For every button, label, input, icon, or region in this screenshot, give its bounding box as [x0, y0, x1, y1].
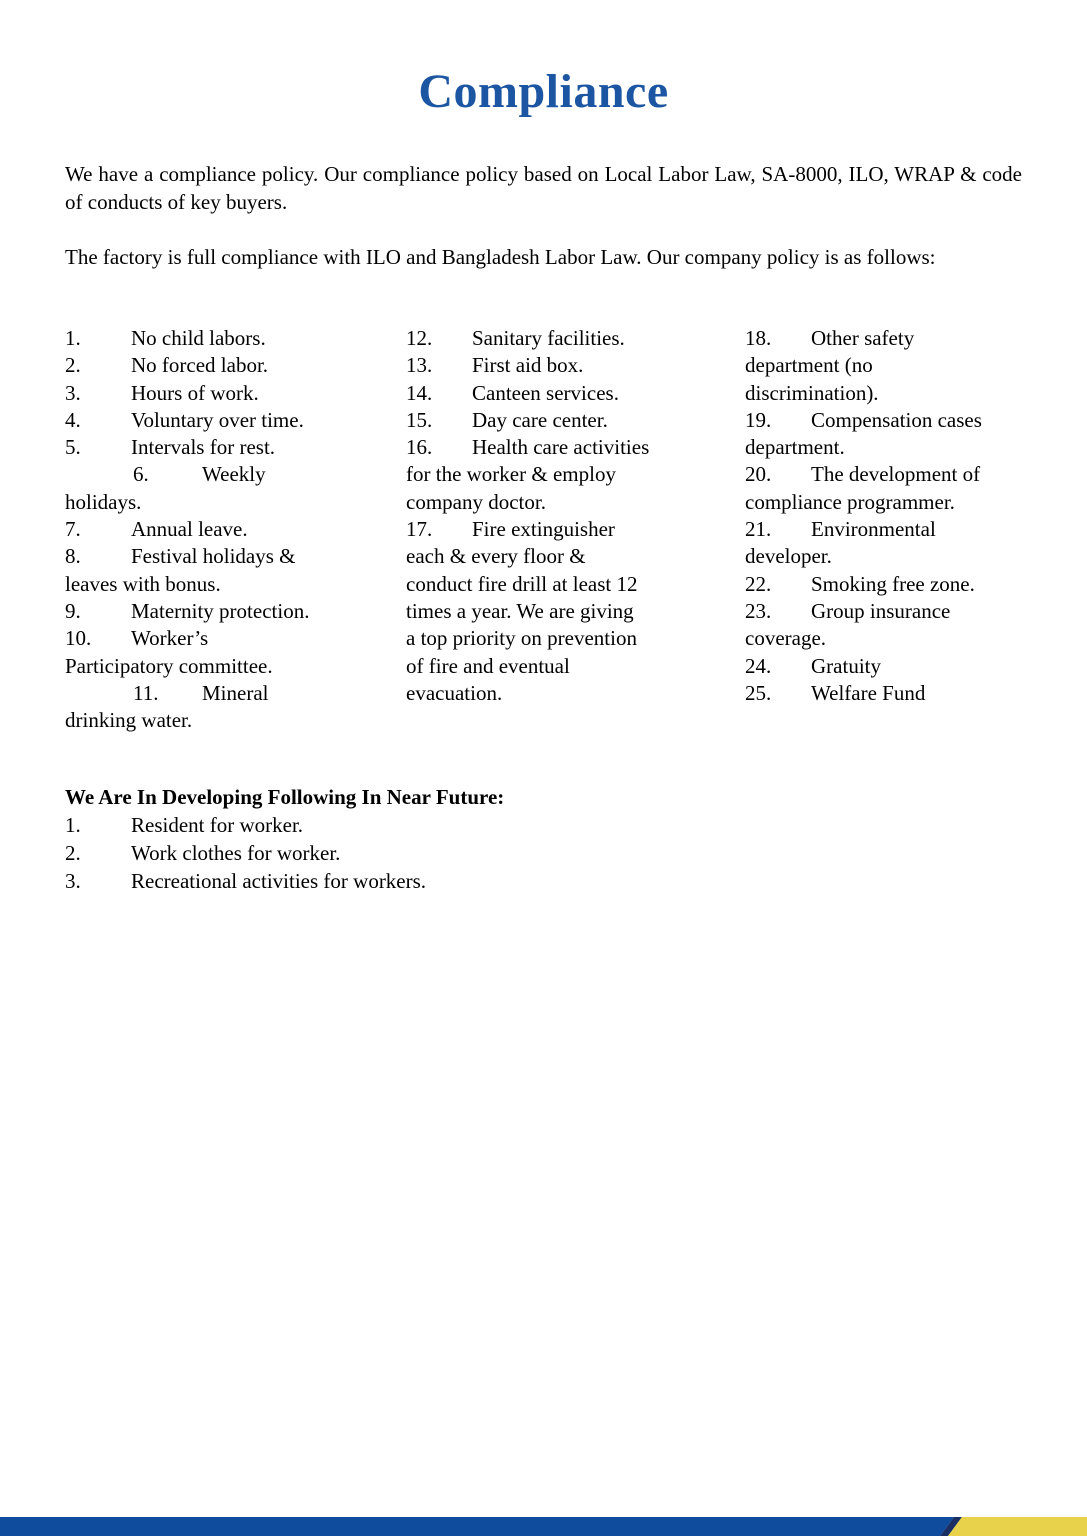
list-item-first-line — [406, 325, 745, 352]
list-item-first-line — [745, 598, 1022, 625]
list-item-continuation-line: Participatory committee. — [65, 653, 273, 678]
list-item-continuation-line: conduct fire drill at least 12 — [406, 571, 638, 596]
list-item — [65, 352, 406, 379]
list-item-text: First aid box. — [472, 353, 584, 378]
list-item-continuation-line: coverage. — [745, 626, 827, 651]
list-item-text: Worker’s — [131, 626, 209, 651]
list-item-number: 23. — [745, 598, 772, 623]
list-item-first-line — [745, 653, 1022, 680]
list-item — [745, 571, 1022, 598]
list-item-text: Annual leave. — [131, 517, 248, 542]
list-item-text: Canteen services. — [472, 380, 619, 405]
list-item — [65, 434, 406, 461]
list-item-first-line — [745, 325, 1022, 352]
list-item — [65, 380, 406, 407]
list-item-text: Smoking free zone. — [811, 571, 975, 596]
list-item-first-line — [65, 325, 406, 352]
list-item-number: 5. — [65, 435, 81, 460]
list-item-text: Weekly — [202, 462, 266, 487]
list-item-continuation-line: evacuation. — [406, 680, 503, 705]
list-item-continuation-line: discrimination). — [745, 380, 879, 405]
list-item-continuation-line: a top priority on prevention — [406, 626, 637, 651]
future-list-item — [65, 811, 1022, 839]
list-item-first-line — [406, 516, 745, 543]
list-item-continuation-line: department. — [745, 435, 845, 460]
future-section-heading: We Are In Developing Following In Near Future: — [65, 785, 505, 809]
list-item-number: 15. — [406, 407, 433, 432]
list-item-number: 2. — [65, 353, 81, 378]
list-item-number: 12. — [406, 326, 433, 350]
list-item-first-line — [65, 680, 406, 707]
list-item-first-line — [65, 407, 406, 434]
list-item-first-line — [65, 461, 406, 488]
list-item — [65, 516, 406, 543]
list-item — [65, 680, 406, 735]
list-item-number: 13. — [406, 353, 433, 378]
list-item — [406, 352, 745, 379]
list-item-number: 2. — [65, 841, 81, 865]
future-list-item — [65, 867, 1022, 895]
list-item-first-line — [65, 625, 406, 652]
list-item — [406, 407, 745, 434]
list-item-number: 14. — [406, 380, 433, 405]
list-item-first-line — [745, 571, 1022, 598]
list-item-number: 8. — [65, 544, 81, 569]
list-item-number: 1. — [65, 813, 81, 837]
list-item-first-line — [406, 434, 745, 461]
list-item-first-line — [65, 380, 406, 407]
list-item — [745, 598, 1022, 653]
footer-accent-bar — [0, 1517, 1087, 1536]
policy-column-3 — [745, 325, 1022, 734]
list-item-first-line — [745, 680, 1022, 707]
list-item-continuation-line: holidays. — [65, 489, 142, 514]
list-item-number: 22. — [745, 571, 772, 596]
list-item-text: No forced labor. — [131, 353, 269, 378]
list-item — [745, 325, 1022, 407]
policy-column-2 — [406, 325, 745, 734]
list-item-number: 18. — [745, 326, 772, 350]
list-item-continuation-line: of fire and eventual — [406, 653, 570, 678]
list-item-continuation-line: times a year. We are giving — [406, 598, 634, 623]
list-item — [65, 325, 406, 352]
list-item-first-line — [406, 380, 745, 407]
list-item-first-line — [745, 461, 1022, 488]
list-item-number: 16. — [406, 435, 433, 460]
list-item-continuation-line: company doctor. — [406, 489, 546, 514]
list-item-number: 19. — [745, 407, 772, 432]
list-item — [406, 516, 745, 707]
footer-bar-yellow-segment — [948, 1517, 1087, 1536]
list-item — [745, 461, 1022, 516]
intro-paragraph-1: We have a compliance policy. Our compliance policy based on Local Labor Law, SA-8000, ILO, WRAP & code of conducts of key buyers. — [65, 162, 1022, 214]
list-item-first-line — [65, 434, 406, 461]
list-item-text: Intervals for rest. — [131, 435, 276, 460]
list-item-text: Festival holidays & — [131, 544, 296, 569]
list-item-text: Compensation cases — [811, 407, 982, 432]
list-item — [745, 407, 1022, 462]
list-item — [745, 680, 1022, 707]
list-item-text: Voluntary over time. — [131, 407, 304, 432]
list-item-number: 25. — [745, 680, 772, 705]
list-item-number: 1. — [65, 326, 81, 350]
list-item-text: Mineral — [202, 680, 269, 705]
list-item-number: 4. — [65, 407, 81, 432]
list-item-continuation-line: leaves with bonus. — [65, 571, 221, 596]
list-item-continuation-line: for the worker & employ — [406, 462, 616, 487]
list-item-first-line — [65, 543, 406, 570]
list-item-number: 9. — [65, 598, 81, 623]
list-item-number: 3. — [65, 380, 81, 405]
list-item-text: Other safety — [811, 326, 915, 350]
list-item-text: Environmental — [811, 517, 936, 542]
list-item-text: Recreational activities for workers. — [131, 869, 427, 893]
list-item-first-line — [745, 407, 1022, 434]
list-item-continuation-line: drinking water. — [65, 708, 193, 733]
future-list-item — [65, 839, 1022, 867]
list-item — [745, 516, 1022, 571]
list-item-continuation-line: each & every floor & — [406, 544, 586, 569]
page-title: Compliance — [418, 65, 669, 118]
list-item-continuation-line: developer. — [745, 544, 832, 569]
list-item-text: Sanitary facilities. — [472, 326, 625, 350]
list-item-first-line — [65, 598, 406, 625]
list-item-text: Welfare Fund — [811, 680, 926, 705]
list-item-text: Resident for worker. — [131, 813, 304, 837]
list-item-first-line — [745, 516, 1022, 543]
list-item-text: Group insurance — [811, 598, 951, 623]
list-item-text: Gratuity — [811, 653, 881, 678]
list-item-text: Hours of work. — [131, 380, 259, 405]
footer-bar-blue-segment — [0, 1517, 954, 1536]
list-item-continuation-line: compliance programmer. — [745, 489, 955, 514]
list-item-number: 3. — [65, 869, 81, 893]
list-item-text: No child labors. — [131, 326, 266, 350]
list-item-number: 24. — [745, 653, 772, 678]
list-item-first-line — [65, 352, 406, 379]
list-item — [65, 625, 406, 680]
list-item-number: 21. — [745, 517, 772, 542]
policy-column-1 — [65, 325, 406, 734]
list-item-number: 20. — [745, 462, 772, 487]
list-item — [406, 434, 745, 516]
list-item-number: 6. — [133, 462, 149, 487]
list-item-first-line — [65, 516, 406, 543]
list-item-number: 11. — [133, 680, 159, 705]
list-item-text: Health care activities — [472, 435, 650, 460]
list-item — [65, 543, 406, 598]
list-item — [406, 380, 745, 407]
future-section — [65, 783, 1022, 895]
list-item — [406, 325, 745, 352]
list-item-text: Day care center. — [472, 407, 608, 432]
list-item — [65, 598, 406, 625]
list-item — [65, 461, 406, 516]
list-item-first-line — [406, 352, 745, 379]
intro-paragraph-2: The factory is full compliance with ILO and Bangladesh Labor Law. Our company policy is as follows: — [65, 245, 936, 269]
list-item-text: Maternity protection. — [131, 598, 310, 623]
list-item-text: Fire extinguisher — [472, 517, 615, 542]
list-item — [65, 407, 406, 434]
list-item-number: 17. — [406, 517, 433, 542]
future-items — [65, 811, 1022, 895]
list-item-number: 7. — [65, 517, 81, 542]
list-item-number: 10. — [65, 626, 92, 651]
policy-columns — [65, 325, 1022, 734]
list-item-continuation-line: department (no — [745, 353, 873, 378]
list-item-text: The development of — [811, 462, 981, 487]
list-item-first-line — [406, 407, 745, 434]
list-item — [745, 653, 1022, 680]
list-item-text: Work clothes for worker. — [131, 841, 341, 865]
